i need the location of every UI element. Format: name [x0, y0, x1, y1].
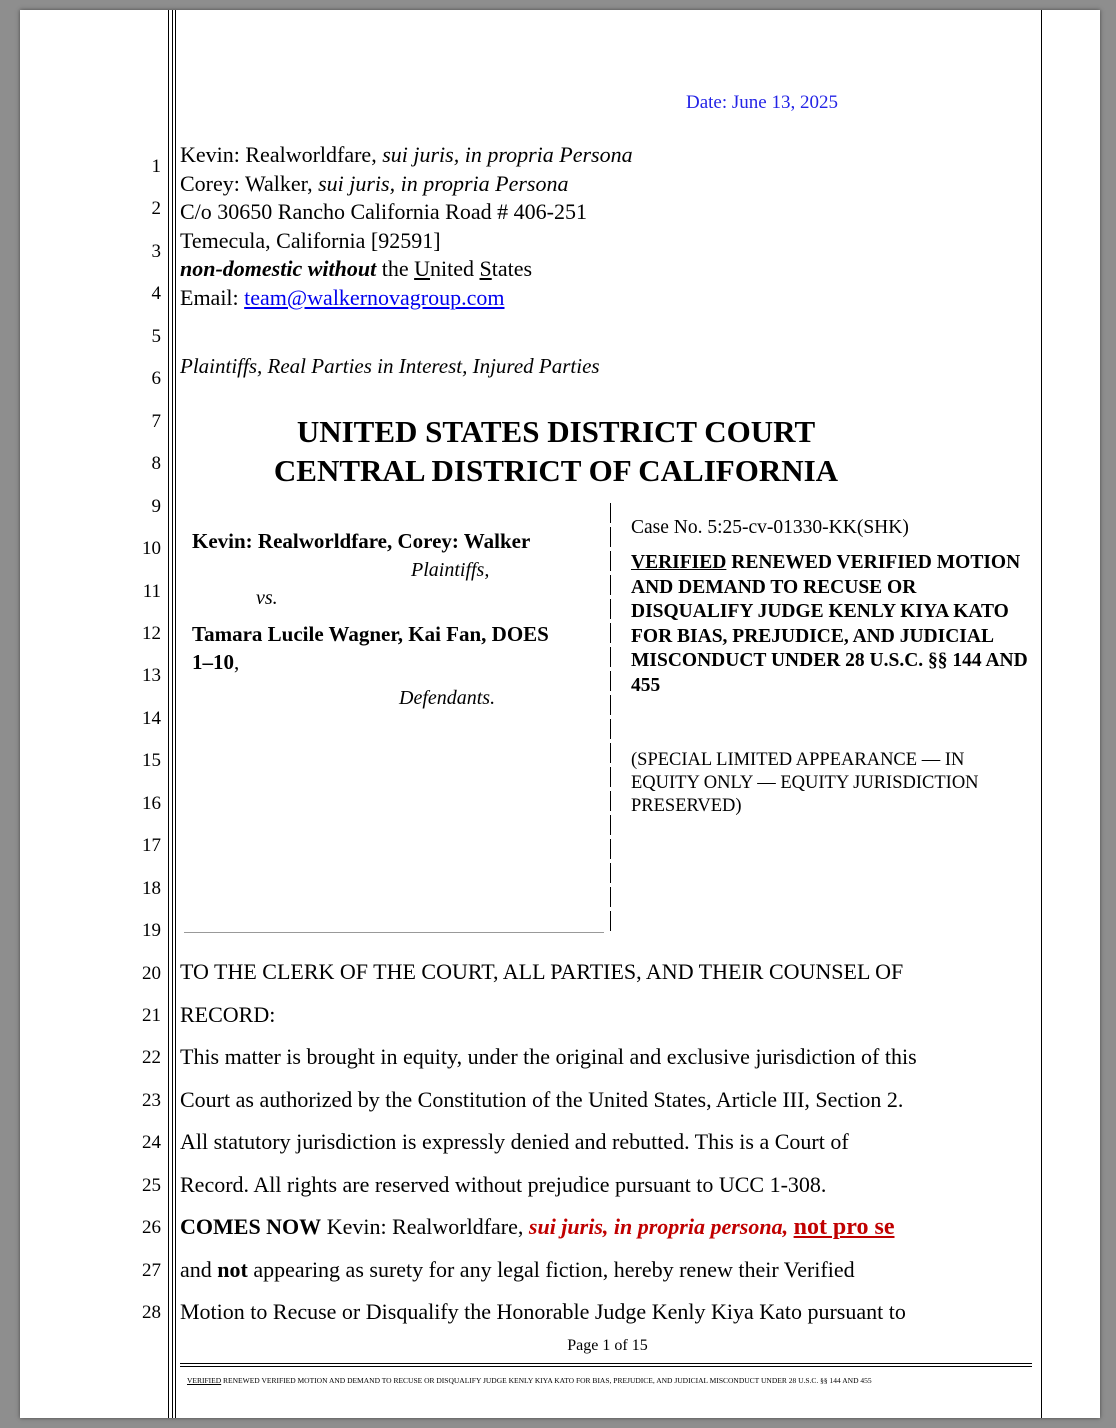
- plaintiff-2-name: Corey: Walker,: [180, 170, 313, 196]
- the-text: the: [381, 256, 409, 281]
- caption-plaintiffs-label: Plaintiffs,: [411, 559, 490, 581]
- line-number: 13: [142, 665, 161, 687]
- caption-divider-segment: [610, 911, 611, 931]
- court-name-line-1: UNITED STATES DISTRICT COURT: [296, 414, 816, 449]
- line-number: 1: [151, 156, 161, 177]
- line-number: 7: [151, 410, 161, 432]
- caption-divider-segment: [610, 791, 611, 811]
- line-number: 22: [142, 1047, 161, 1069]
- caption-divider-segment: [610, 815, 611, 835]
- caption-divider-segment: [610, 575, 611, 595]
- caption-divider-segment: [610, 887, 611, 907]
- caption-defendants-comma: ,: [234, 650, 240, 674]
- caption-divider-segment: [610, 671, 611, 691]
- document-page: [20, 10, 1100, 1418]
- court-name-line-2: CENTRAL DISTRICT OF CALIFORNIA: [273, 453, 839, 488]
- line-number: 2: [151, 198, 161, 220]
- parties-designation: Plaintiffs, Real Parties in Interest, Injured Parties: [180, 354, 600, 378]
- plaintiff-2-line: [180, 170, 568, 199]
- caption-divider-segment: [610, 647, 611, 667]
- line-number: 21: [142, 1005, 161, 1026]
- line-number: 10: [142, 538, 161, 560]
- motion-title-verified: VERIFIED: [631, 552, 727, 573]
- appearance-notice: (SPECIAL LIMITED APPEARANCE — IN EQUITY ONLY — EQUITY JURISDICTION PRESERVED): [631, 750, 979, 816]
- s-letter: S: [479, 256, 492, 281]
- plaintiff-2-status: sui juris, in propria Persona: [318, 170, 569, 196]
- body-line-28: Motion to Recuse or Disqualify the Honorable Judge Kenly Kiya Kato pursuant to: [180, 1299, 906, 1324]
- body-line-25: Record. All rights are reserved without prejudice pursuant to UCC 1-308.: [180, 1172, 827, 1197]
- caption-defendants-2: [192, 650, 239, 675]
- email-line: [180, 284, 505, 313]
- line-number: 14: [142, 707, 161, 729]
- motion-title-rest: RENEWED VERIFIED MOTION AND DEMAND TO RECUSE OR DISQUALIFY JUDGE KENLY KIYA KATO FOR BIAS, PREJUDICE, AND JUDICIAL MISCONDUCT UNDER 28 U.S.C. §§ 144 AND 455: [631, 552, 1028, 696]
- body-line-22: This matter is brought in equity, under the original and exclusive jurisdiction of this: [180, 1044, 917, 1069]
- line-number: 12: [142, 622, 161, 644]
- line-number: 20: [142, 962, 161, 984]
- line-number: 16: [142, 792, 161, 814]
- body-line-23: Court as authorized by the Constitution of the United States, Article III, Section 2.: [180, 1087, 904, 1112]
- left-margin-rule: [168, 10, 169, 1418]
- line-number: 6: [151, 368, 161, 390]
- line-number: 23: [142, 1089, 161, 1111]
- line-number: 5: [151, 325, 161, 347]
- case-number: Case No. 5:25-cv-01330-KK(SHK): [631, 517, 909, 538]
- comes-now: COMES NOW: [180, 1214, 322, 1239]
- caption-divider-segment: [610, 719, 611, 739]
- non-domestic-line: [180, 255, 532, 284]
- left-margin-rule-inner2: [175, 10, 176, 1418]
- line-number: 11: [142, 580, 161, 602]
- document-date: Date: June 13, 2025: [686, 92, 838, 113]
- left-margin-rule-inner: [172, 10, 173, 1418]
- body-line-26: [180, 1213, 895, 1241]
- caption-divider-segment: [610, 551, 611, 571]
- line-number: 19: [142, 920, 161, 942]
- caption-defendants-1: Tamara Lucile Wagner, Kai Fan, DOES: [192, 622, 549, 646]
- line-number: 18: [142, 877, 161, 899]
- page-number: Page 1 of 15: [567, 1337, 648, 1354]
- plaintiff-1-line: [180, 141, 633, 170]
- line-number: 28: [142, 1302, 161, 1324]
- caption-plaintiffs: Kevin: Realworldfare, Corey: Walker: [192, 529, 531, 553]
- city-line: Temecula, California [92591]: [180, 227, 441, 253]
- body-line-27: [180, 1256, 855, 1284]
- line-number: 15: [142, 750, 161, 772]
- body-line-21: RECORD:: [180, 1002, 276, 1027]
- line-number: 17: [142, 835, 161, 857]
- body-27-a: and: [180, 1257, 218, 1282]
- non-domestic-text: non-domestic without: [180, 256, 377, 281]
- sui-juris-red: sui juris, in propria persona,: [528, 1214, 789, 1239]
- nited-text: nited: [430, 256, 474, 281]
- body-27-not: not: [217, 1257, 248, 1282]
- plaintiff-1-name: Kevin: Realworldfare,: [180, 142, 377, 167]
- u-letter: U: [414, 256, 430, 281]
- caption-divider-segment: [610, 743, 611, 763]
- caption-divider-segment: [610, 839, 611, 859]
- line-number: 8: [151, 453, 161, 475]
- caption-divider-segment: [610, 503, 611, 523]
- footer-title: [187, 1376, 872, 1385]
- body-line-24: All statutory jurisdiction is expressly denied and rebutted. This is a Court of: [180, 1129, 849, 1154]
- caption-bottom-rule: [184, 932, 604, 933]
- line-number: 25: [142, 1174, 161, 1196]
- caption-divider-segment: [610, 599, 611, 619]
- caption-vs: vs.: [256, 587, 278, 609]
- right-margin-rule: [1041, 10, 1042, 1418]
- motion-title: [631, 551, 1031, 698]
- caption-divider-segment: [610, 695, 611, 715]
- body-27-b: appearing as surety for any legal fiction, hereby renew their Verified: [247, 1257, 855, 1282]
- footer-rule-1: [180, 1363, 1032, 1364]
- comes-now-name: Kevin: Realworldfare,: [321, 1214, 529, 1239]
- line-number: 9: [151, 495, 161, 517]
- body-line-20: TO THE CLERK OF THE COURT, ALL PARTIES, AND THEIR COUNSEL OF: [180, 959, 904, 984]
- footer-verified: VERIFIED: [187, 1376, 222, 1385]
- email-label: Email:: [180, 284, 239, 310]
- plaintiff-1-status: sui juris, in propria Persona: [382, 142, 633, 167]
- caption-divider-segment: [610, 623, 611, 643]
- line-number: 26: [142, 1217, 161, 1239]
- caption-divider-segment: [610, 527, 611, 547]
- line-number: 27: [142, 1259, 161, 1281]
- line-number: 4: [151, 283, 161, 305]
- caption-defendants-label: Defendants.: [399, 687, 496, 709]
- footer-rule-2: [180, 1366, 1032, 1367]
- caption-divider-segment: [610, 863, 611, 883]
- line-number: 24: [142, 1132, 161, 1154]
- caption-defendants-2-text: 1–10: [192, 650, 234, 674]
- email-link[interactable]: team@walkernovagroup.com: [244, 284, 505, 310]
- not-pro-se: not pro se: [793, 1214, 895, 1240]
- caption-divider-segment: [610, 767, 611, 787]
- address-line: C/o 30650 Rancho California Road # 406-251: [180, 199, 587, 224]
- footer-rest: RENEWED VERIFIED MOTION AND DEMAND TO RECUSE OR DISQUALIFY JUDGE KENLY KIYA KATO FOR BIAS, PREJUDICE, AND JUDICIAL MISCONDUCT UNDER 28 U.S.C. §§ 144 AND 455: [221, 1376, 872, 1385]
- tates-text: tates: [491, 256, 533, 281]
- line-number: 3: [151, 240, 161, 262]
